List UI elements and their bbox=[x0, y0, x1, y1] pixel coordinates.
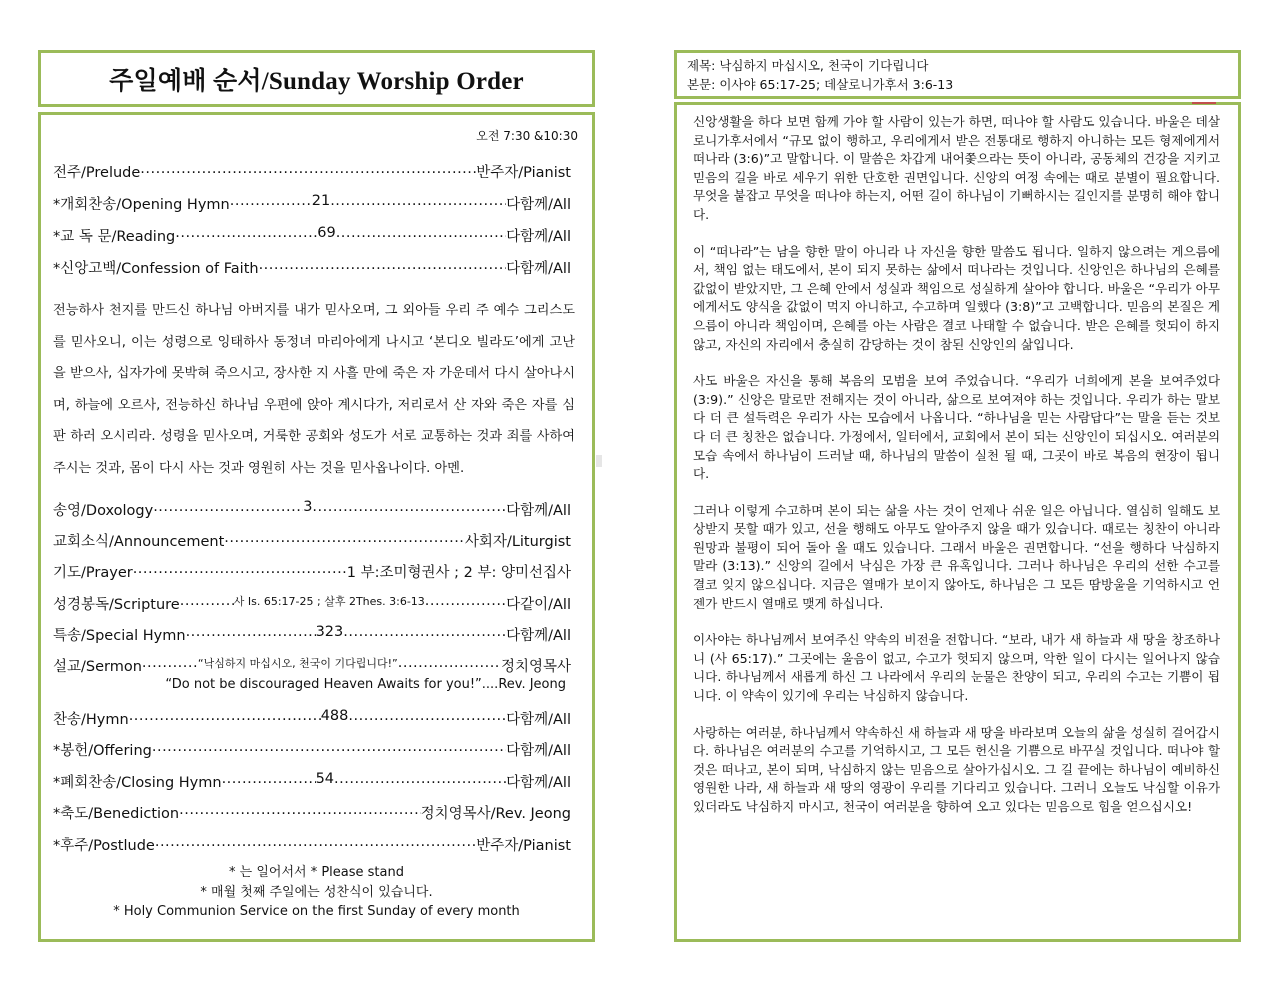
order-leader: 다함께/All bbox=[506, 261, 571, 277]
title-box bbox=[38, 50, 595, 107]
sermon-header bbox=[674, 50, 1241, 99]
sermon-paragraph: 사랑하는 여러분, 하나님께서 약속하신 새 하늘과 새 땅을 바라보며 오늘의 삶을 성실히 걸어갑시다. 하나님은 여러분의 수고를 기억하시고, 그 모든 헌신을 기쁨으로 바꾸실 것입니다. 떠나야 할 것은 떠나고, 본이 되며, 낙심하지 않는 믿음으로 살아가십시오. 그 길 끝에는 하나님이 예비하신 영원한 나라, 새 하늘과 새 땅의 영광이 우리를 기다리고 있습니다. 그러니 오늘도 낙심할 이유가 있더라도 낙심하지 마시고, 천국이 여러분을 향하여 오고 있다는 믿음으로 힘을 얻으십시오! bbox=[693, 724, 1220, 814]
order-leader: 반주자/Pianist bbox=[476, 165, 571, 181]
sermon-title: 제목: 낙심하지 마십시오, 천국이 기다립니다 bbox=[687, 58, 929, 73]
order-item-closing-hymn bbox=[53, 771, 571, 792]
sermon-title-english: “Do not be discouraged Heaven Awaits for you!”....Rev. Jeong bbox=[165, 677, 566, 692]
order-leader: 다함께/All bbox=[506, 229, 571, 245]
sermon-body bbox=[674, 102, 1241, 942]
scripture-reference: 사 Is. 65:17-25 ; 살후 2Thes. 3:6-13 bbox=[233, 595, 425, 608]
order-leader: 다함께/All bbox=[506, 628, 571, 644]
order-item-hymn bbox=[53, 708, 571, 729]
order-label: *폐회찬송/Closing Hymn bbox=[53, 775, 222, 791]
order-item-postlude bbox=[53, 834, 571, 855]
order-item-doxology bbox=[53, 499, 571, 520]
order-number: 323 bbox=[315, 624, 344, 640]
order-item-scripture bbox=[53, 593, 571, 614]
order-item-prayer bbox=[53, 561, 571, 582]
order-label: *후주/Postlude bbox=[53, 838, 155, 854]
order-label: 설교/Sermon bbox=[53, 659, 142, 675]
page-title: 주일예배 순서/Sunday Worship Order bbox=[109, 67, 524, 95]
sermon-paragraph: 사도 바울은 자신을 통해 복음의 모범을 보여 주었습니다. “우리가 너희에게 본을 보여주었다 (3:9).” 신앙은 말로만 전해지는 것이 아니라, 삶으로 보여져야 하는 것입니다. 우리가 하는 말보다 더 큰 설득력은 우리가 사는 모습에서 나옵니다. “하나님을 믿는 사람답다”는 말을 듣는 것보다 더 큰 칭찬은 없습니다. 가정에서, 일터에서, 교회에서 본이 되는 신앙인이 되십시오. 여러분의 모습 속에서 하나님이 드러날 때, 하나님의 말씀이 실천 될 때, 그곳이 바로 복음의 현장이 됩니다. bbox=[693, 373, 1220, 482]
order-leader: 사회자/Liturgist bbox=[464, 534, 571, 550]
sermon-scripture: 본문: 이사야 65:17-25; 데살로니가후서 3:6-13 bbox=[687, 77, 954, 92]
sermon-paragraph: 이 “떠나라”는 남을 향한 말이 아니라 나 자신을 향한 말씀도 됩니다. 일하지 않으려는 게으름에서, 책임 없는 태도에서, 본이 되지 못하는 삶에서 떠나라는 것입니다. 신앙인은 하나님의 은혜를 값없이 받았지만, 그 은혜 안에서 성실과 책임으로 성실하게 살아야 합니다. 바울은 “우리가 아무에게서도 양식을 값없이 먹지 아니하고, 수고하며 일했다 (3:8)”고 고백합니다. 믿음의 본질은 게으름이 아니라 책임이며, 은혜를 아는 사람은 결코 나태할 수 없습니다. 받은 은혜를 헛되이 하지 않고, 자신의 자리에서 충실히 감당하는 것이 참된 신앙인의 삶입니다. bbox=[693, 243, 1220, 352]
sermon-paragraph: 신앙생활을 하다 보면 함께 가야 할 사람이 있는가 하면, 떠나야 할 사람도 있습니다. 바울은 데살로니가후서에서 “규모 없이 행하고, 우리에게서 받은 전통대로 행하지 아니하는 모든 형제에게서 떠나라 (3:6)”고 말합니다. 이 말씀은 차갑게 내어쫓으라는 뜻이 아니라, 공동체의 건강을 지키고 믿음의 길을 바로 세우기 위한 단호한 권면입니다. 신앙의 여정 속에는 때로 분별이 필요합니다. 무엇을 붙잡고 무엇을 떠나야 하는지, 어떤 길이 하나님이 기뻐하시는 길인지를 분명히 해야 합니다. bbox=[693, 114, 1220, 222]
order-label: *개회찬송/Opening Hymn bbox=[53, 197, 230, 213]
order-leader: 다함께/All bbox=[506, 712, 571, 728]
order-number: 488 bbox=[320, 708, 349, 724]
order-leader: 정치영목사/Rev. Jeong bbox=[420, 806, 571, 822]
notes bbox=[41, 863, 592, 922]
order-label: 기도/Prayer bbox=[53, 565, 133, 581]
order-label: *신앙고백/Confession of Faith bbox=[53, 261, 259, 277]
order-item-confession bbox=[53, 257, 571, 278]
order-leader: 반주자/Pianist bbox=[476, 838, 571, 854]
order-label: 교회소식/Announcement bbox=[53, 534, 225, 550]
order-item-special-hymn bbox=[53, 624, 571, 645]
order-label: *봉헌/Offering bbox=[53, 743, 152, 759]
order-label: 특송/Special Hymn bbox=[53, 628, 186, 644]
order-leader: 다함께/All bbox=[506, 197, 571, 213]
order-item-offering bbox=[53, 739, 571, 760]
order-number: 54 bbox=[315, 771, 335, 787]
order-leader: 정치영목사 bbox=[500, 659, 571, 675]
order-label: 송영/Doxology bbox=[53, 503, 154, 519]
order-label: 찬송/Hymn bbox=[53, 712, 129, 728]
order-item-opening-hymn bbox=[53, 193, 571, 214]
order-item-reading bbox=[53, 225, 571, 246]
order-item-benediction bbox=[53, 802, 571, 823]
order-leader: 다함께/All bbox=[506, 775, 571, 791]
order-leader: 다같이/All bbox=[506, 597, 571, 613]
sermon-paragraph: 이사야는 하나님께서 보여주신 약속의 비전을 전합니다. “보라, 내가 새 하늘과 새 땅을 창조하나니 (사 65:17).” 그곳에는 울음이 없고, 수고가 헛되지 않으며, 악한 일이 다시는 일어나지 않습니다. 하나님께서 새롭게 하신 그 나라에서 우리의 눈물은 찬양이 되고, 우리의 수고는 기쁨이 됩니다. 이 약속이 있기에 우리는 낙심하지 않습니다. bbox=[693, 632, 1220, 704]
order-number: 69 bbox=[317, 225, 336, 241]
note-stand: * 는 일어서서 * Please stand bbox=[229, 865, 404, 880]
order-leader: 1 부:조미형권사 ; 2 부: 양미선집사 bbox=[346, 565, 571, 581]
order-item-sermon bbox=[53, 655, 571, 676]
sermon-title-korean: “낙심하지 마십시오, 천국이 기다립니다!” bbox=[197, 657, 398, 670]
order-label: *교 독 문/Reading bbox=[53, 229, 176, 245]
worship-order-panel bbox=[38, 112, 595, 942]
order-item-announcement bbox=[53, 530, 571, 551]
order-item-prelude bbox=[53, 161, 571, 182]
order-label: 전주/Prelude bbox=[53, 165, 141, 181]
order-leader: 다함께/All bbox=[506, 503, 571, 519]
note-communion-korean: * 매월 첫째 주일에는 성찬식이 있습니다. bbox=[200, 884, 433, 900]
apostles-creed: 전능하사 천지를 만드신 하나님 아버지를 내가 믿사오며, 그 외아들 우리 주 예수 그리스도를 믿사오니, 이는 성령으로 잉태하사 동정녀 마리아에게 나시고 ‘본디오 빌라도’에게 고난을 받으사, 십자가에 못박혀 죽으시고, 장사한 지 사흘 만에 죽은 자 가운데서 다시 살아나시며, 하늘에 오르사, 전능하신 하나님 우편에 앉아 계시다가, 저리로서 산 자와 죽은 자를 심판 하러 오시리라. 성령을 믿사오며, 거룩한 공회와 성도가 서로 교통하는 것과 죄를 사하여 주시는 것과, 몸이 다시 사는 것과 영원히 사는 것을 믿사옵나이다. 아멘. bbox=[53, 303, 575, 476]
order-label: *축도/Benediction bbox=[53, 806, 180, 822]
note-communion-english: * Holy Communion Service on the first Sunday of every month bbox=[113, 904, 520, 919]
order-label: 성경봉독/Scripture bbox=[53, 597, 180, 613]
order-leader: 다함께/All bbox=[506, 743, 571, 759]
order-number: 21 bbox=[311, 193, 331, 209]
corner-mark bbox=[1192, 102, 1216, 104]
sermon-paragraph: 그러나 이렇게 수고하며 본이 되는 삶을 사는 것이 언제나 쉬운 일은 아닙니다. 열심히 일해도 보상받지 못할 때가 있고, 선을 행해도 아무도 알아주지 않을 때가 있습니다. 때로는 칭찬이 아니라 원망과 불평이 되어 돌아 올 때도 있습니다. 그래서 바울은 권면합니다. “선을 행하다 낙심하지 말라 (3:13).” 신앙의 길에서 낙심은 가장 큰 유혹입니다. 그러나 하나님은 우리의 선한 수고를 결코 잊지 않으십니다. 지금은 열매가 보이지 않아도, 하나님은 그 모든 땀방울을 기억하시고 언젠가 반드시 열매로 맺게 하십니다. bbox=[693, 502, 1220, 611]
divider-mark bbox=[596, 455, 602, 467]
order-number: 3 bbox=[303, 499, 313, 515]
service-time: 오전 7:30 &10:30 bbox=[476, 129, 578, 143]
